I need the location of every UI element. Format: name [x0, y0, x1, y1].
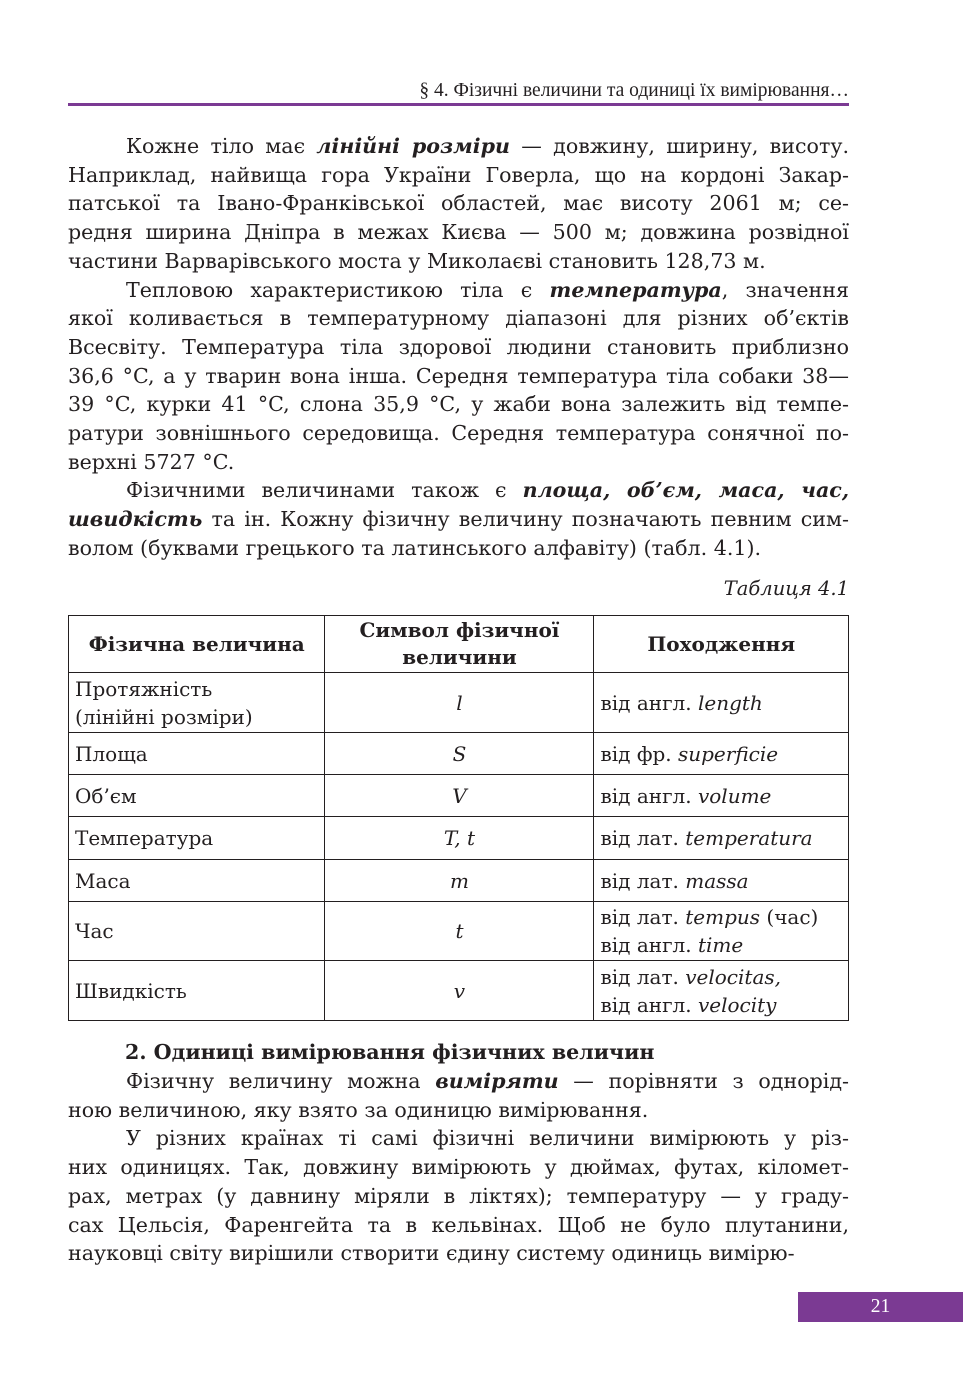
header-quantity: Фізична величина	[69, 616, 325, 673]
cell-origin: від лат. temperatura	[594, 817, 849, 860]
emphasized-term: температура	[549, 277, 722, 302]
text-line: ною величиною, яку взято за одиницю вимірювання.	[68, 1097, 649, 1122]
cell-quantity: Маса	[69, 860, 325, 902]
text-block-top	[68, 132, 849, 563]
text-block-bottom	[68, 1067, 849, 1268]
page-number: 21	[798, 1292, 963, 1322]
text-line: волом (буквами грецького та латинського алфавіту) (табл. 4.1).	[68, 535, 762, 560]
cell-quantity: Температура	[69, 817, 325, 860]
origin-word: velocity	[697, 992, 777, 1017]
emphasized-term: швидкість	[68, 507, 203, 532]
origin-word: massa	[685, 868, 749, 893]
text-line: частини Варварівського моста у Миколаєві становить 128,73 м.	[68, 248, 766, 273]
text-line: сах Цельсія, Фаренгейта та в кельвінах. Щоб не було плутанини,	[68, 1212, 849, 1237]
text-line: науковці світу вирішили створити єдину систему одиниць вимірю-	[68, 1241, 795, 1266]
paragraph-linear-dimensions	[68, 132, 849, 276]
cell-symbol: l	[325, 673, 594, 733]
table-row	[69, 673, 849, 733]
text-line: Фізичними величинами також є площа, об’єм, маса, час,	[126, 478, 849, 503]
cell-quantity: Час	[69, 902, 325, 961]
text-line: Всесвіту. Температура тіла здорової людини становить приблизно	[68, 334, 849, 359]
text-line: У різних країнах ті самі фізичні величини вимірюють у різ-	[126, 1126, 849, 1151]
origin-word: time	[697, 933, 744, 957]
cell-origin: від фр. superficie	[594, 733, 849, 775]
table-caption: Таблиця 4.1	[723, 577, 849, 600]
text-line: 36,6 °C, а у тварин вона інша. Середня температура тіла собаки 38—	[68, 363, 849, 388]
text-line: Фізичну величину можна виміряти — порівняти з однорід-	[126, 1069, 849, 1093]
section-heading: 2. Одиниці вимірювання фізичних величин	[125, 1040, 655, 1064]
origin-word: temperatura	[685, 826, 813, 850]
emphasized-term: виміряти	[435, 1069, 559, 1093]
cell-origin: від англ. length	[594, 673, 849, 733]
origin-word: velocitas,	[685, 964, 781, 989]
paragraph-temperature	[68, 276, 849, 477]
table-header-row	[69, 616, 849, 673]
table-row	[69, 860, 849, 902]
text-line: них одиницях. Так, довжину вимірюють у дюймах, футах, кіломет-	[68, 1155, 849, 1180]
paragraph-other-quantities	[68, 476, 849, 562]
cell-symbol: m	[325, 860, 594, 902]
text-line: Кожне тіло має лінійні розміри — довжину, ширину, висоту.	[126, 134, 849, 158]
text-line: 39 °C, курки 41 °C, слона 35,9 °C, у жаби вона залежить від темпе-	[68, 392, 849, 417]
cell-symbol: V	[325, 775, 594, 817]
cell-symbol: t	[325, 902, 594, 961]
cell-symbol: v	[325, 961, 594, 1021]
text-line: ратури зовнішнього середовища. Середня температура сонячної по-	[68, 421, 849, 446]
cell-quantity: Швидкість	[69, 961, 325, 1021]
text-line: рах, метрах (у давнину міряли в ліктях); температуру — у граду-	[68, 1183, 849, 1208]
emphasized-term: лінійні розміри	[316, 134, 510, 158]
cell-symbol: T, t	[325, 817, 594, 860]
origin-word: superficie	[677, 741, 779, 766]
text-line: швидкість та ін. Кожну фізичну величину позначають певним сим-	[68, 507, 849, 532]
cell-origin: від лат. tempus (час) від англ. time	[594, 902, 849, 961]
text-line: верхні 5727 °C.	[68, 449, 235, 474]
table-row	[69, 775, 849, 817]
header-origin: Походження	[594, 616, 849, 673]
cell-origin: від лат. velocitas, від англ. velocity	[594, 961, 849, 1021]
text-line: патської та Івано-Франківської областей, має висоту 2061 м; се-	[68, 191, 849, 216]
emphasized-term: площа, об’єм, маса, час,	[522, 478, 849, 503]
origin-word: tempus	[685, 905, 761, 929]
paragraph-measure	[68, 1067, 849, 1124]
origin-word: length	[697, 690, 763, 715]
table-row	[69, 817, 849, 860]
cell-quantity: Площа	[69, 733, 325, 775]
text-line: редня ширина Дніпра в межах Києва — 500 м; довжина розвідної	[68, 220, 849, 245]
cell-origin: від англ. volume	[594, 775, 849, 817]
cell-quantity: Об’єм	[69, 775, 325, 817]
table-row	[69, 902, 849, 961]
quantities-table	[68, 615, 849, 1021]
cell-quantity: Протяжність (лінійні розміри)	[69, 673, 325, 733]
table-row	[69, 961, 849, 1021]
paragraph-units	[68, 1124, 849, 1268]
text-line: Наприклад, найвища гора України Говерла, що на кордоні Закар-	[68, 162, 849, 187]
text-line: якої коливається в температурному діапазоні для різних об’єктів	[68, 306, 849, 331]
header-symbol: Символ фізичної величини	[325, 616, 594, 673]
running-head	[68, 80, 849, 106]
running-title: § 4. Фізичні величини та одиниці їх вимірювання…	[419, 80, 849, 101]
table-row	[69, 733, 849, 775]
origin-word: volume	[697, 783, 772, 808]
cell-origin: від лат. massa	[594, 860, 849, 902]
cell-symbol: S	[325, 733, 594, 775]
text-line: Тепловою характеристикою тіла є температура, значення	[126, 277, 849, 302]
